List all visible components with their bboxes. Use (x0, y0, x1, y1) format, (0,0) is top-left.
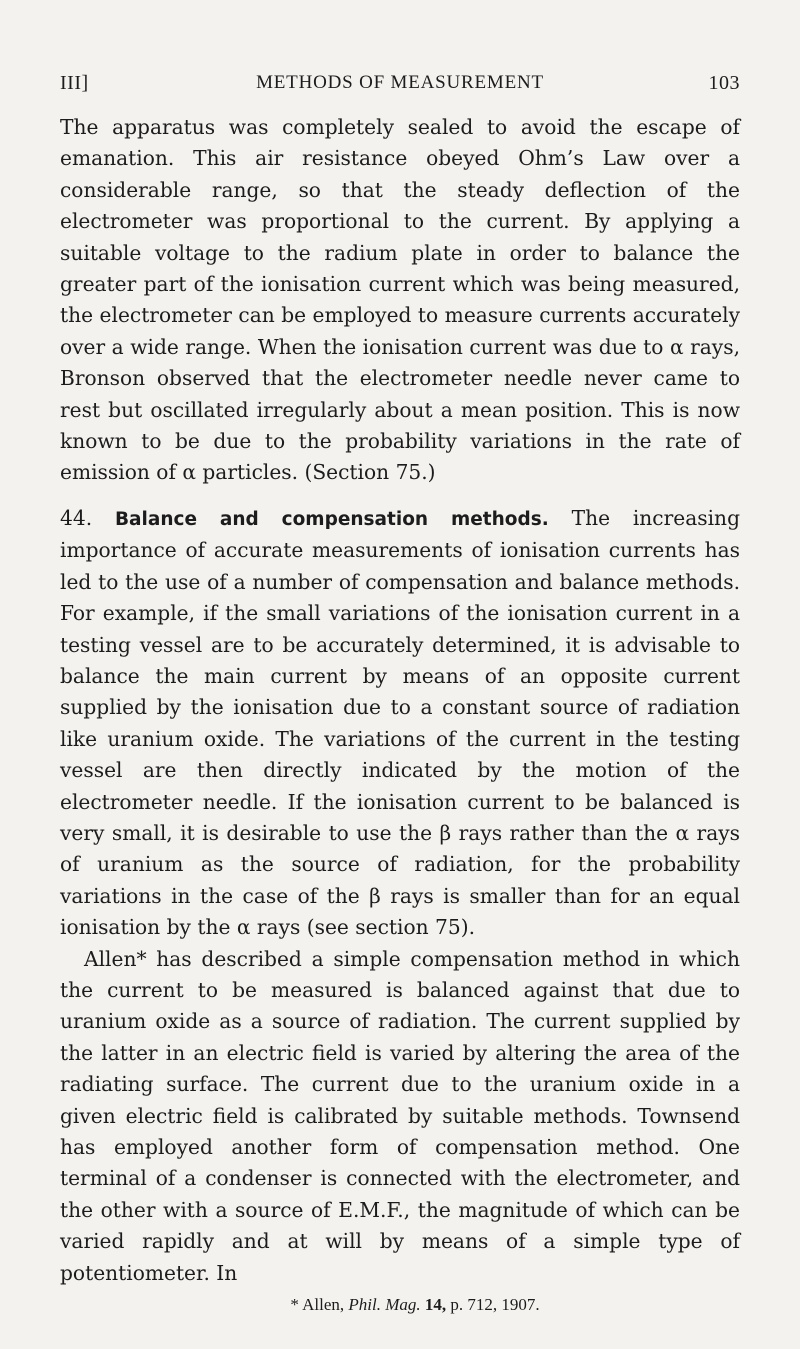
running-title: METHODS OF MEASUREMENT (256, 72, 544, 93)
paragraph-text: The increasing importance of accurate measurements of ionisation currents has led to the use of a number of compensation and balance methods. For example, if the small variations of the ionisation current in a testing vessel are to be accurately determined, it is advisable to balance the main current by means of an opposite current supplied by the ionisation due to a constant source of radiation like uranium oxide. The variations of the current in the testing vessel are then directly indicated by the motion of the electrometer needle. If the ionisation current to be balanced is very small, it is desirable to use the β rays rather than the α rays of uranium as the source of radiation, for the probability variations in the case of the β rays is smaller than for an equal ionisation by the α rays (see section 75). (60, 505, 740, 940)
section-number: 44. (60, 505, 93, 530)
page-number: 103 (708, 72, 740, 94)
book-page (60, 72, 740, 1317)
footnote-author: Allen, (302, 1295, 345, 1315)
body-text (60, 112, 740, 1289)
paragraph: The apparatus was completely sealed to avoid the escape of emanation. This air resistance obeyed Ohm’s Law over a considerable range, so that the steady deflection of the electrometer was proportional to the current. By applying a suitable voltage to the radium plate in order to balance the greater part of the ionisation current which was being measured, the electrometer can be employed to measure currents accurately over a wide range. When the ionisation current was due to α rays, Bronson observed that the electrometer needle never came to rest but oscillated irregularly about a mean position. This is now known to be due to the probability variations in the rate of emission of α particles. (Section 75.) (60, 115, 740, 485)
footnote-volume: 14, (424, 1295, 447, 1315)
running-header (60, 72, 740, 112)
footnote (60, 1293, 740, 1317)
section-paragraph (60, 503, 740, 944)
section-heading: Balance and compensation methods. (114, 508, 549, 530)
footnote-citation: p. 712, 1907. (450, 1295, 540, 1315)
paragraph: Allen* has described a simple compensation method in which the current to be measured is balanced against that due to uranium oxide as a source of radiation. The current supplied by the latter in an electric field is varied by altering the area of the radiating surface. The current due to the uranium oxide in a given electric field is calibrated by suitable methods. Townsend has employed another form of compensation method. One terminal of a condenser is connected with the electrometer, and the other with a source of E.M.F., the magnitude of which can be varied rapidly and at will by means of a simple type of potentiometer. In (60, 946, 740, 1285)
footnote-journal: Phil. Mag. (348, 1295, 421, 1315)
footnote-marker: * (290, 1295, 299, 1315)
chapter-number: III] (60, 72, 89, 94)
